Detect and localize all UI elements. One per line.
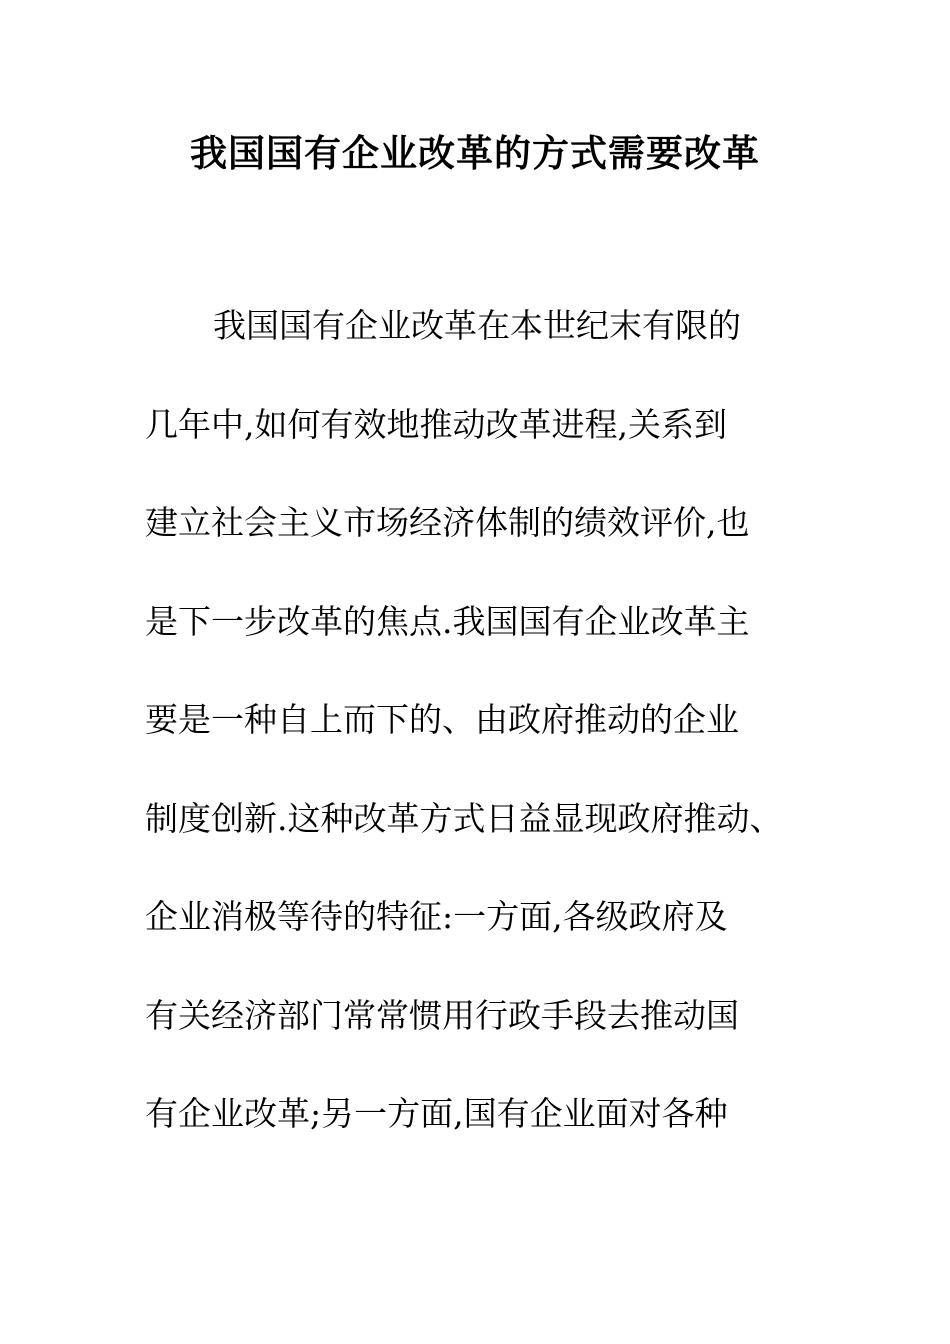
paragraph-line: 制度创新.这种改革方式日益显现政府推动、 bbox=[145, 798, 783, 838]
paragraph-line: 有关经济部门常常惯用行政手段去推动国 bbox=[145, 995, 739, 1035]
paragraph-line: 企业消极等待的特征:一方面,各级政府及 bbox=[145, 897, 728, 936]
paragraph-line: 几年中,如何有效地推动改革进程,关系到 bbox=[145, 404, 727, 444]
paragraph-line: 要是一种自上而下的、由政府推动的企业 bbox=[145, 700, 739, 739]
paragraph-line: 建立社会主义市场经济体制的绩效评价,也 bbox=[145, 503, 750, 542]
paragraph-line: 有企业改革;另一方面,国有企业面对各种 bbox=[145, 1094, 728, 1133]
document-body bbox=[145, 298, 825, 1185]
paragraph-line: 我国国有企业改革在本世纪末有限的 bbox=[213, 306, 741, 345]
document-title: 我国国有企业改革的方式需要改革 bbox=[190, 132, 760, 175]
paragraph-line: 是下一步改革的焦点.我国国有企业改革主 bbox=[145, 601, 750, 641]
